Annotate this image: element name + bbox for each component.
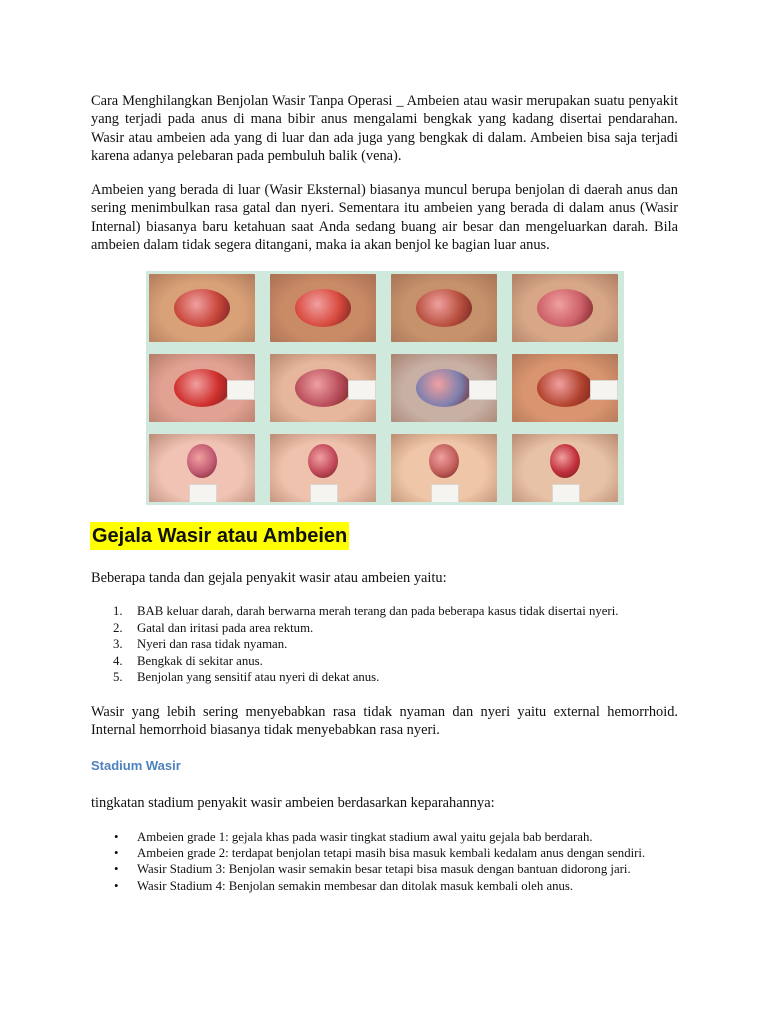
bullet-icon: • bbox=[114, 862, 119, 877]
list-number: 3. bbox=[113, 637, 123, 652]
specimen-label bbox=[431, 484, 459, 502]
hemorrhoid-photo bbox=[149, 354, 255, 422]
hemorrhoid-photo bbox=[270, 354, 376, 422]
symptoms-list bbox=[91, 603, 671, 686]
hemorrhoid-photo bbox=[149, 434, 255, 502]
stages-list bbox=[91, 829, 678, 894]
list-item-text: Gatal dan iritasi pada area rektum. bbox=[137, 620, 314, 635]
hemorrhoid-photo-grid bbox=[146, 271, 624, 505]
lesion-shape bbox=[308, 444, 338, 478]
hemorrhoid-photo bbox=[149, 274, 255, 342]
intro-paragraph: Cara Menghilangkan Benjolan Wasir Tanpa Operasi _ Ambeien atau wasir merupakan suatu penyakit yang terjadi pada anus di mana bibir anus mengalami bengkak yang kadang disertai pendarahan. Wasir atau ambeien ada yang di luar dan ada juga yang bengkak di dalam. Ambeien bisa saja terjadi karena adanya pelebaran pada pembuluh balik (vena). bbox=[91, 93, 678, 165]
list-number: 2. bbox=[113, 620, 123, 635]
list-item bbox=[91, 829, 678, 845]
specimen-label bbox=[310, 484, 338, 502]
list-item-text: Benjolan yang sensitif atau nyeri di dekat anus. bbox=[137, 670, 380, 685]
hemorrhoid-photo bbox=[512, 354, 618, 422]
bullet-icon: • bbox=[114, 846, 119, 861]
list-number: 5. bbox=[113, 670, 123, 685]
hemorrhoid-types-paragraph: Ambeien yang berada di luar (Wasir Eksternal) biasanya muncul berupa benjolan di daerah anus dan sering menimbulkan rasa gatal dan nyeri. Sementara itu ambeien yang berada di dalam anus (Wasir Internal) biasanya baru ketahuan saat Anda sedang buang air besar dan mengeluarkan darah. Bila ambeien dalam tidak segera ditangani, maka ia akan benjol ke bagian luar anus. bbox=[91, 182, 678, 254]
pain-note-paragraph: Wasir yang lebih sering menyebabkan rasa tidak nyaman dan nyeri yaitu external hemorrhoid. Internal hemorrhoid biasanya tidak menyebabkan rasa nyeri. bbox=[91, 704, 678, 739]
list-item-text: Ambeien grade 1: gejala khas pada wasir tingkat stadium awal yaitu gejala bab berdarah. bbox=[137, 830, 593, 844]
list-item bbox=[91, 845, 678, 861]
lesion-shape bbox=[537, 369, 593, 407]
lesion-shape bbox=[429, 444, 459, 478]
specimen-label bbox=[590, 380, 618, 400]
bullet-icon: • bbox=[114, 830, 119, 844]
specimen-label bbox=[227, 380, 255, 400]
list-item-text: Ambeien grade 2: terdapat benjolan tetapi masih bisa masuk kembali kedalam anus dengan sendiri. bbox=[137, 846, 646, 861]
lesion-shape bbox=[187, 444, 217, 478]
hemorrhoid-photo bbox=[512, 434, 618, 502]
lesion-shape bbox=[550, 444, 580, 478]
specimen-label bbox=[552, 484, 580, 502]
symptoms-intro-paragraph: Beberapa tanda dan gejala penyakit wasir atau ambeien yaitu: bbox=[91, 570, 447, 586]
hemorrhoid-photo bbox=[391, 434, 497, 502]
lesion-shape bbox=[537, 289, 593, 327]
specimen-label bbox=[469, 380, 497, 400]
bullet-icon: • bbox=[114, 878, 119, 893]
list-item bbox=[91, 636, 671, 653]
hemorrhoid-photo bbox=[270, 274, 376, 342]
hemorrhoid-photo bbox=[391, 354, 497, 422]
list-item bbox=[91, 669, 671, 686]
lesion-shape bbox=[416, 369, 472, 407]
hemorrhoid-photo bbox=[391, 274, 497, 342]
list-item bbox=[91, 620, 671, 637]
list-item-text: Bengkak di sekitar anus. bbox=[137, 653, 263, 668]
hemorrhoid-photo bbox=[512, 274, 618, 342]
specimen-label bbox=[189, 484, 217, 502]
list-item-text: BAB keluar darah, darah berwarna merah terang dan pada beberapa kasus tidak disertai nyeri. bbox=[137, 604, 619, 618]
lesion-shape bbox=[174, 369, 230, 407]
list-item bbox=[91, 861, 678, 877]
list-item bbox=[91, 603, 671, 620]
list-item bbox=[91, 653, 671, 670]
specimen-label bbox=[348, 380, 376, 400]
list-number: 4. bbox=[113, 653, 123, 668]
lesion-shape bbox=[416, 289, 472, 327]
hemorrhoid-photo bbox=[270, 434, 376, 502]
lesion-shape bbox=[295, 369, 351, 407]
section-heading-symptoms: Gejala Wasir atau Ambeien bbox=[90, 522, 349, 550]
list-number: 1. bbox=[113, 604, 123, 618]
list-item-text: Wasir Stadium 4: Benjolan semakin membesar dan ditolak masuk kembali oleh anus. bbox=[137, 878, 574, 893]
lesion-shape bbox=[295, 289, 351, 327]
list-item-text: Wasir Stadium 3: Benjolan wasir semakin besar tetapi bisa masuk dengan bantuan didorong jari. bbox=[137, 862, 631, 877]
stages-intro-paragraph: tingkatan stadium penyakit wasir ambeien berdasarkan keparahannya: bbox=[91, 795, 495, 811]
list-item-text: Nyeri dan rasa tidak nyaman. bbox=[137, 637, 288, 652]
list-item bbox=[91, 878, 678, 894]
lesion-shape bbox=[174, 289, 230, 327]
subheading-stadium: Stadium Wasir bbox=[91, 758, 181, 773]
